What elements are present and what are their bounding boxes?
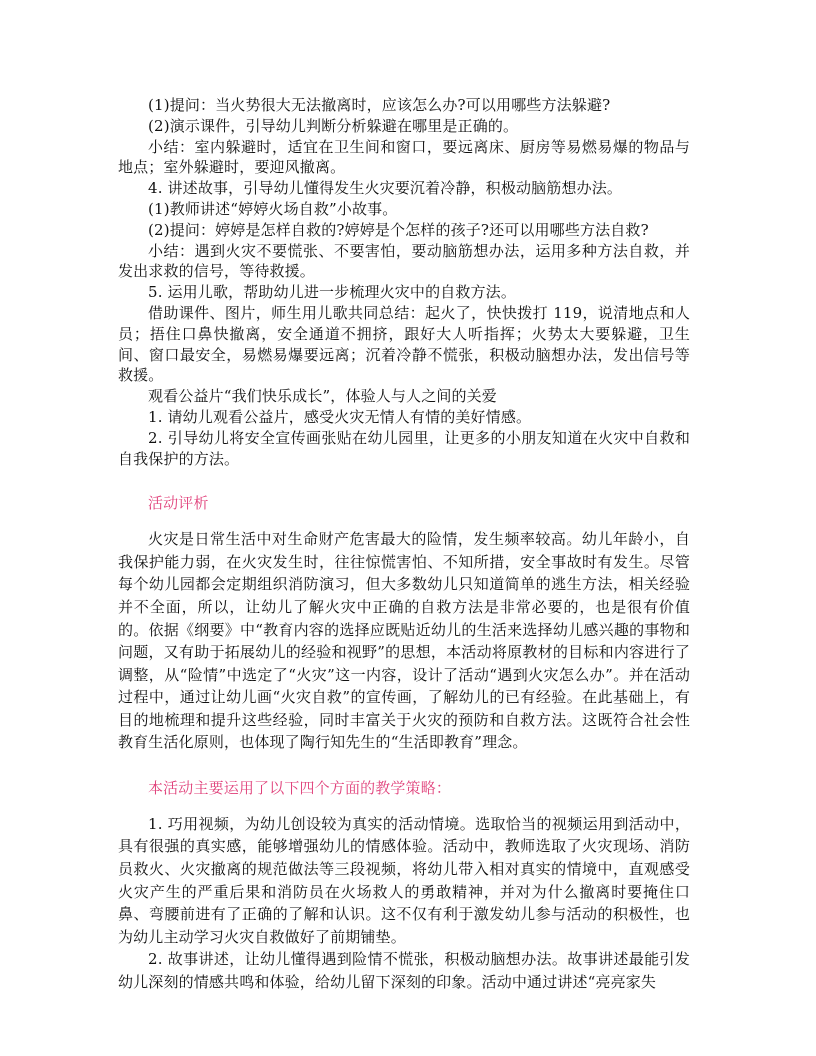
- analysis-section: [118, 528, 690, 754]
- paragraph: 借助课件、图片，师生用儿歌共同总结：起火了，快快拨打 119，说清地点和人员；捂住口鼻快撤离，安全通道不拥挤，跟好大人听指挥；火势太大要躲避，卫生间、窗口最安全，易燃易爆要远离；沉着冷静不慌张，积极动脑想办法，发出信号等救援。: [118, 303, 690, 385]
- paragraph: 小结：遇到火灾不要慌张、不要害怕，要动脑筋想办法，运用多种方法自救，并发出求救的信号，等待救援。: [118, 241, 690, 281]
- paragraph: 1. 请幼儿观看公益片，感受火灾无情人有情的美好情感。: [148, 407, 532, 426]
- strategy-heading: 本活动主要运用了以下四个方面的教学策略：: [148, 779, 452, 798]
- document-page: [118, 95, 690, 994]
- paragraph: 2. 引导幼儿将安全宣传画张贴在幼儿园里，让更多的小朋友知道在火灾中自救和自我保护的方法。: [118, 428, 690, 468]
- analysis-heading: 活动评析: [148, 494, 209, 513]
- paragraph: (2)提问：婷婷是怎样自救的?婷婷是个怎样的孩子?还可以用哪些方法自救?: [148, 220, 649, 239]
- paragraph: 5. 运用儿歌，帮助幼儿进一步梳理火灾中的自救方法。: [148, 283, 516, 302]
- paragraph: 2. 故事讲述，让幼儿懂得遇到险情不慌张，积极动脑想办法。故事讲述最能引发幼儿深刻的情感共鸣和体验，给幼儿留下深刻的印象。活动中通过讲述“亮亮家失: [118, 950, 690, 992]
- paragraph: 小结：室内躲避时，适宜在卫生间和窗口，要远离床、厨房等易燃易爆的物品与地点；室外躲避时，要迎风撤离。: [118, 137, 690, 177]
- paragraph: (2)演示课件，引导幼儿判断分析躲避在哪里是正确的。: [148, 116, 519, 135]
- paragraph: (1)教师讲述“婷婷火场自救”小故事。: [148, 199, 398, 218]
- paragraph: 4. 讲述故事，引导幼儿懂得发生火灾要沉着冷静，积极动脑筋想办法。: [148, 179, 623, 198]
- paragraph: (1)提问：当火势很大无法撤离时，应该怎么办?可以用哪些方法躲避?: [148, 96, 611, 114]
- strategy-section: [118, 813, 690, 994]
- paragraph: 1. 巧用视频，为幼儿创设较为真实的活动情境。选取恰当的视频运用到活动中，具有很强的真实感，能够增强幼儿的情感体验。活动中，教师选取了火灾现场、消防员救火、火灾撤离的规范做法等三段视频，将幼儿带入相对真实的情境中，直观感受火灾产生的严重后果和消防员在火场救人的勇敢精神，并对为什么撤离时要掩住口鼻、弯腰前进有了正确的了解和认识。这不仅有利于激发幼儿参与活动的积极性，也为幼儿主动学习火灾自救做好了前期铺垫。: [118, 814, 690, 946]
- paragraph: 观看公益片“我们快乐成长”，体验人与人之间的关爱: [148, 387, 497, 406]
- analysis-body: 火灾是日常生活中对生命财产危害最大的险情，发生频率较高。幼儿年龄小，自我保护能力弱，在火灾发生时，往往惊慌害怕、不知所措，安全事故时有发生。尽管每个幼儿园都会定期组织消防演习，但大多数幼儿只知道简单的逃生方法，相关经验并不全面，所以，让幼儿了解火灾中正确的自救方法是非常必要的，也是很有价值的。依据《纲要》中“教育内容的选择应既贴近幼儿的生活来选择幼儿感兴趣的事物和问题，又有助于拓展幼儿的经验和视野”的思想，本活动将原教材的目标和内容进行了调整，从“险情”中选定了“火灾”这一内容，设计了活动“遇到火灾怎么办”。并在活动过程中，通过让幼儿画“火灾自救”的宣传画，了解幼儿的已有经验。在此基础上，有目的地梳理和提升这些经验，同时丰富关于火灾的预防和自救方法。这既符合社会性教育生活化原则，也体现了陶行知先生的“生活即教育”理念。: [118, 530, 690, 752]
- activity-steps-section: [118, 95, 690, 469]
